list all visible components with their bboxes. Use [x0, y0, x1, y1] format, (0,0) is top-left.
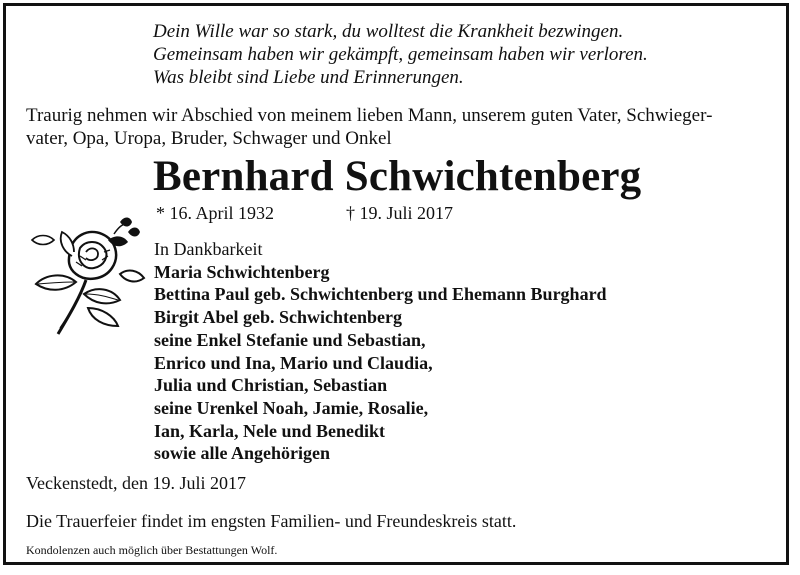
mourner-line: seine Enkel Stefanie und Sebastian,: [154, 329, 426, 350]
deceased-name: Bernhard Schwichtenberg: [153, 153, 642, 200]
thanks-intro: In Dankbarkeit: [154, 239, 263, 259]
mourner-line: Birgit Abel geb. Schwichtenberg: [154, 307, 402, 328]
birth-date: * 16. April 1932: [156, 203, 275, 223]
obituary-notice: [3, 3, 789, 565]
mourner-line: Maria Schwichtenberg: [154, 261, 330, 282]
mourner-line: Ian, Karla, Nele und Benedikt: [154, 420, 386, 441]
mourner-line: Enrico und Ina, Mario und Claudia,: [154, 352, 433, 373]
funeral-note: Die Trauerfeier findet im engsten Familien- und Freundeskreis statt.: [26, 511, 517, 531]
condolence-note: Kondolenzen auch möglich über Bestattungen Wolf.: [26, 543, 278, 557]
mourner-line: Julia und Christian, Sebastian: [154, 375, 388, 396]
poem-line: Dein Wille war so stark, du wolltest die Krankheit bezwingen.: [153, 21, 624, 42]
rose-icon: [24, 212, 146, 340]
mourners-block: [154, 238, 607, 465]
farewell-intro: [26, 104, 788, 150]
intro-line: vater, Opa, Uropa, Bruder, Schwager und Onkel: [26, 128, 392, 149]
life-dates: [156, 202, 454, 224]
mourner-line: Bettina Paul geb. Schwichtenberg und Ehemann Burghard: [154, 284, 607, 305]
poem-line: Gemeinsam haben wir gekämpft, gemeinsam haben wir verloren.: [153, 44, 648, 65]
mourner-line: seine Urenkel Noah, Jamie, Rosalie,: [154, 397, 429, 418]
death-date: † 19. Juli 2017: [346, 203, 454, 223]
intro-line: Traurig nehmen wir Abschied von meinem lieben Mann, unserem guten Vater, Schwieger-: [26, 105, 713, 126]
poem-line: Was bleibt sind Liebe und Erinnerungen.: [153, 67, 464, 88]
memorial-poem: [153, 20, 648, 89]
place-and-date: Veckenstedt, den 19. Juli 2017: [26, 473, 246, 493]
mourner-line: sowie alle Angehörigen: [154, 443, 330, 464]
